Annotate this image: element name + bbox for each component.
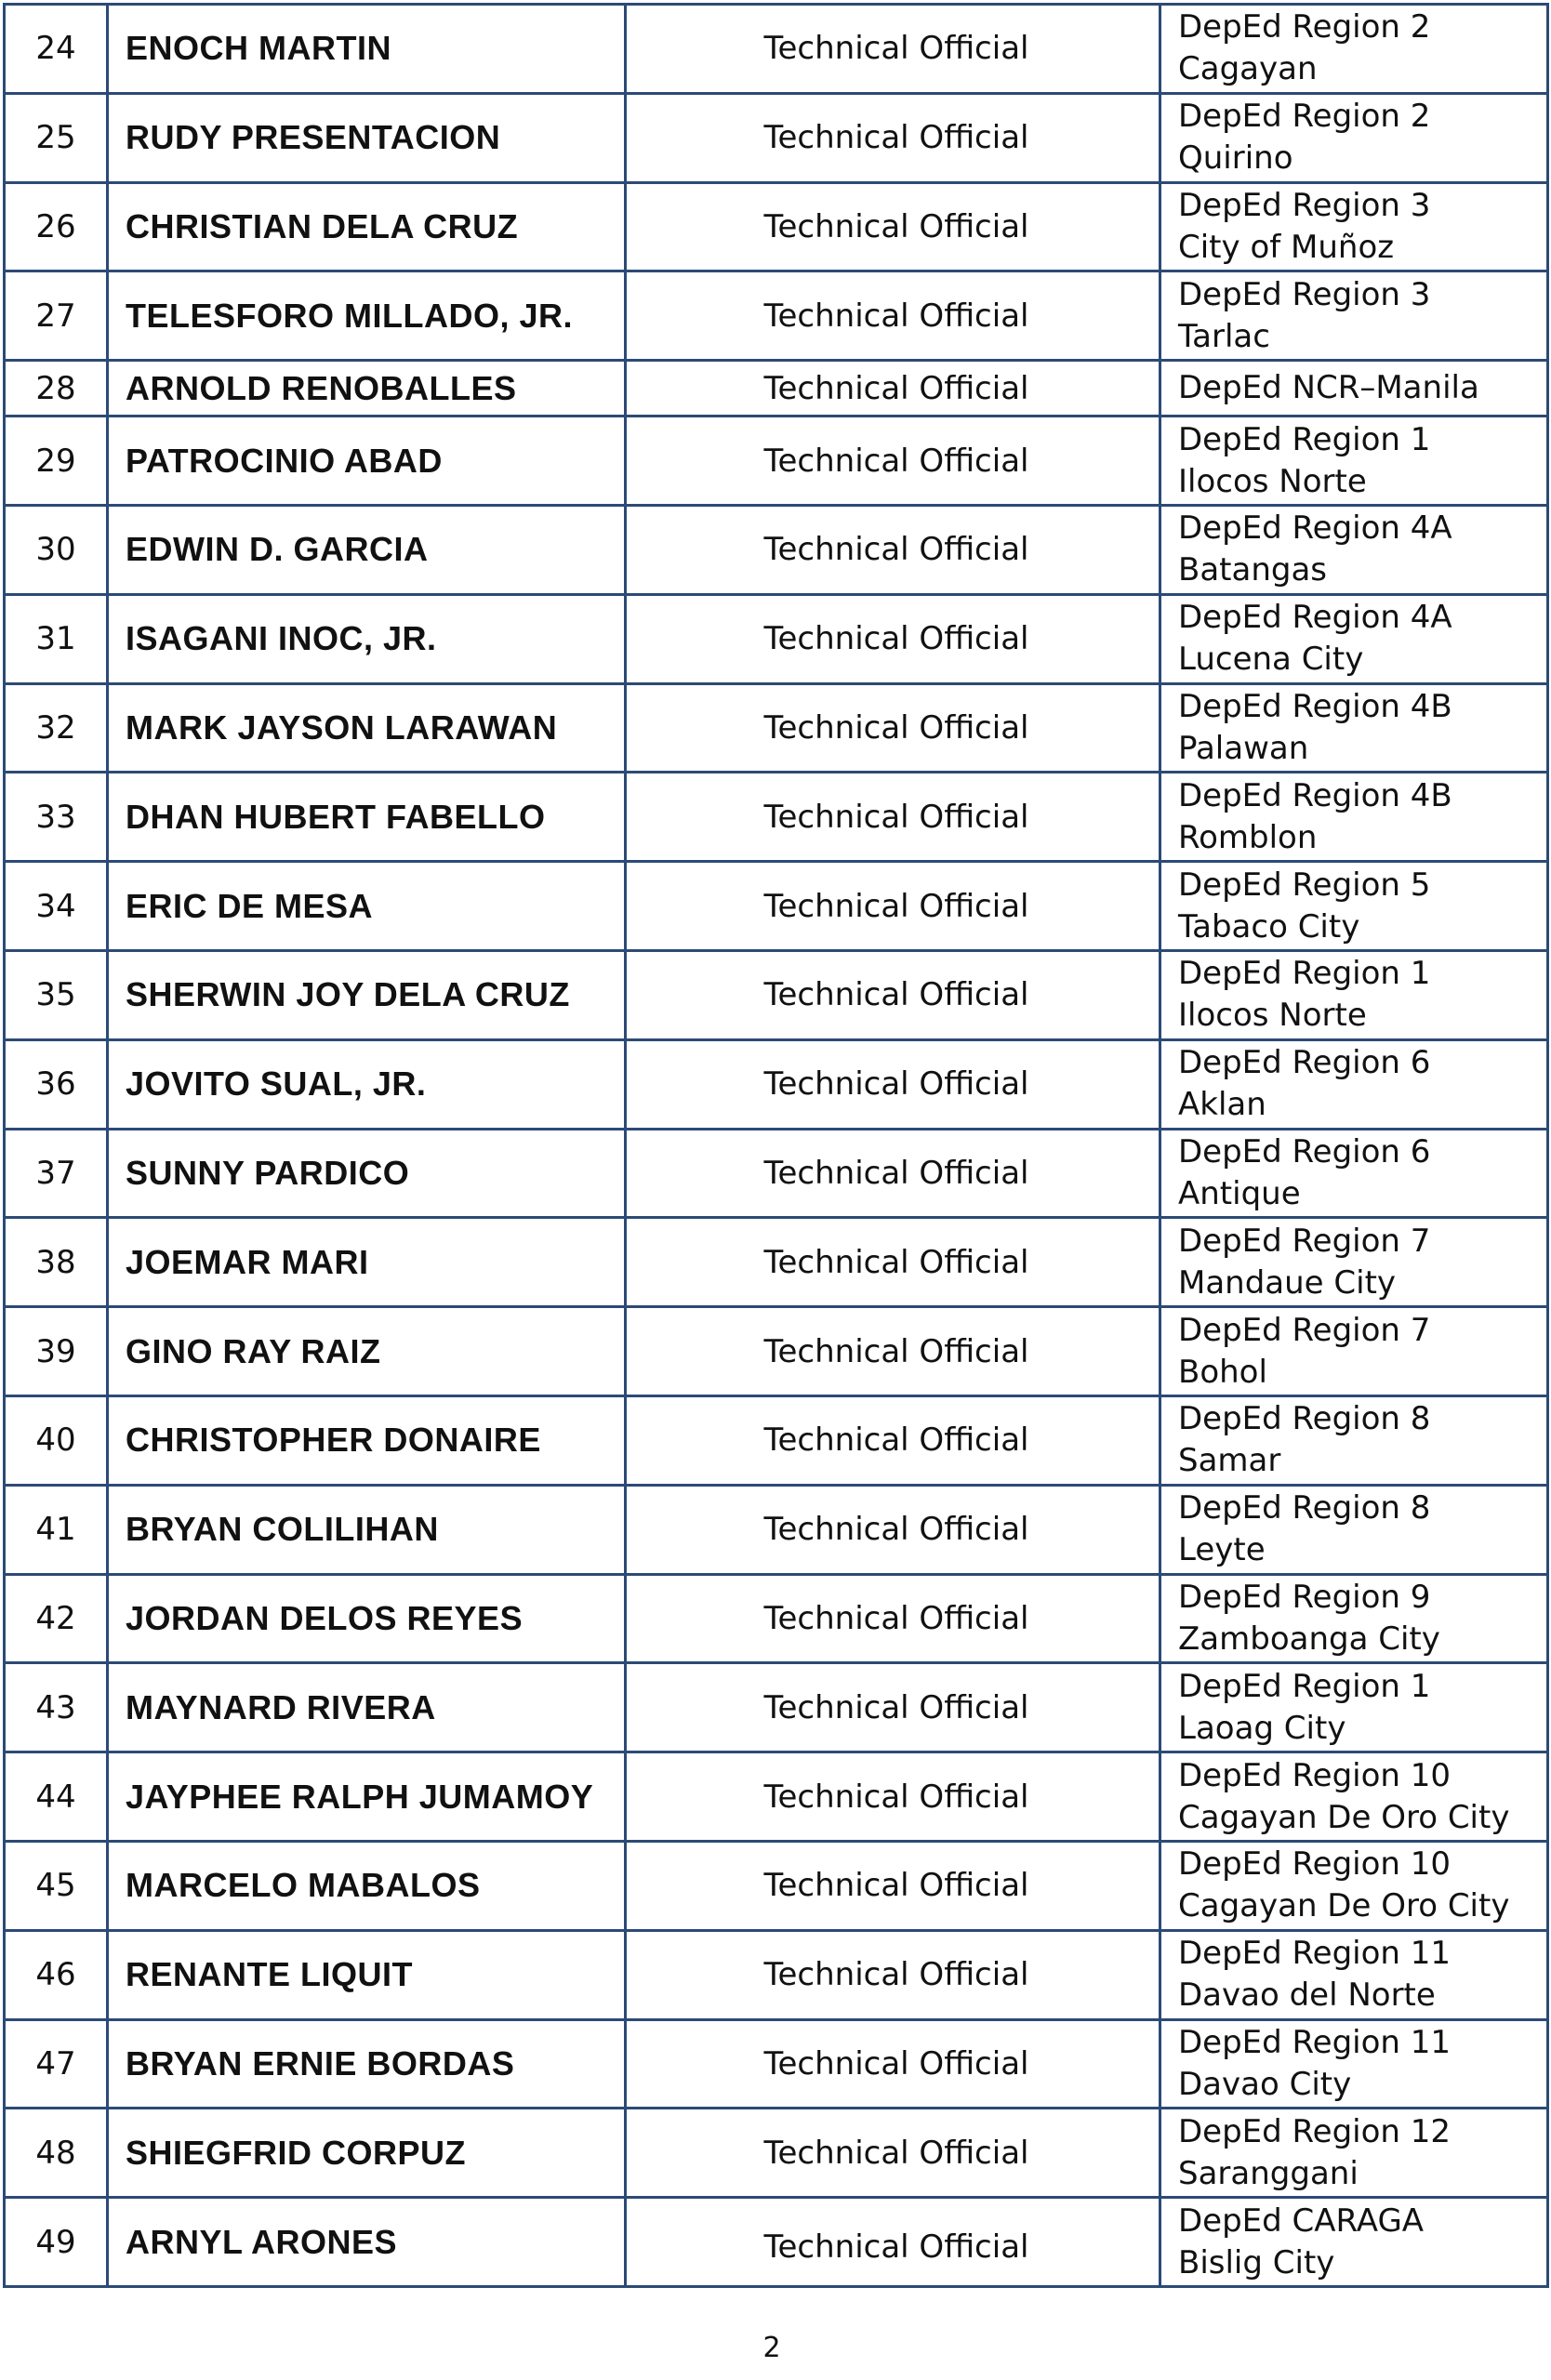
official-name: MARCELO MABALOS	[108, 1841, 626, 1930]
table-row	[5, 1841, 1548, 1930]
table-row	[5, 505, 1548, 594]
official-assignment	[1160, 1395, 1548, 1485]
assignment-office: DepEd NCR–Manila	[1178, 369, 1479, 407]
row-number: 36	[5, 1039, 108, 1129]
official-position-cell	[626, 1663, 1160, 1752]
table-row	[5, 1663, 1548, 1752]
official-position-cell	[626, 5, 1160, 94]
assignment-location: City of Muñoz	[1178, 228, 1395, 266]
official-position: Technical Official	[763, 297, 1029, 335]
official-position-cell	[626, 1485, 1160, 1574]
assignment-office: DepEd Region 3	[1178, 275, 1431, 313]
assignment-location: Lucena City	[1178, 641, 1364, 679]
assignment-office: DepEd Region 4B	[1178, 687, 1452, 725]
official-assignment	[1160, 93, 1548, 182]
official-name: ISAGANI INOC, JR.	[108, 594, 626, 683]
official-name: SHIEGFRID CORPUZ	[108, 2109, 626, 2198]
official-position: Technical Official	[763, 620, 1029, 658]
assignment-location: Ilocos Norte	[1178, 997, 1367, 1035]
assignment-office: DepEd Region 2	[1178, 8, 1431, 46]
official-assignment	[1160, 271, 1548, 361]
assignment-location: Cagayan De Oro City	[1178, 1798, 1510, 1836]
official-position: Technical Official	[763, 1065, 1029, 1104]
assignment-location: Antique	[1178, 1174, 1301, 1212]
official-position: Technical Official	[763, 798, 1029, 836]
official-position: Technical Official	[763, 1421, 1029, 1460]
row-number: 38	[5, 1218, 108, 1307]
page-number: 2	[762, 2332, 781, 2364]
official-name: SHERWIN JOY DELA CRUZ	[108, 950, 626, 1039]
official-position: Technical Official	[763, 1688, 1029, 1726]
assignment-office: DepEd CARAGA	[1178, 2202, 1425, 2240]
table-row	[5, 5, 1548, 94]
table-row	[5, 1395, 1548, 1485]
official-assignment	[1160, 1841, 1548, 1930]
assignment-office: DepEd Region 10	[1178, 1756, 1452, 1794]
official-name: DHAN HUBERT FABELLO	[108, 773, 626, 862]
official-name: JAYPHEE RALPH JUMAMOY	[108, 1752, 626, 1842]
row-number: 30	[5, 505, 108, 594]
official-position-cell	[626, 594, 1160, 683]
official-name: BRYAN ERNIE BORDAS	[108, 2019, 626, 2109]
table-row	[5, 1218, 1548, 1307]
official-name: JORDAN DELOS REYES	[108, 1574, 626, 1663]
assignment-location: Batangas	[1178, 551, 1328, 589]
assignment-office: DepEd Region 8	[1178, 1489, 1431, 1527]
assignment-office: DepEd Region 4A	[1178, 599, 1452, 637]
official-name: CHRISTIAN DELA CRUZ	[108, 182, 626, 271]
official-position-cell	[626, 950, 1160, 1039]
official-name: RENANTE LIQUIT	[108, 1930, 626, 2019]
assignment-location: Samar	[1178, 1442, 1281, 1480]
row-number: 31	[5, 594, 108, 683]
row-number: 44	[5, 1752, 108, 1842]
assignment-location: Cagayan De Oro City	[1178, 1887, 1510, 1925]
official-position: Technical Official	[763, 887, 1029, 925]
official-position-cell	[626, 1218, 1160, 1307]
table-row	[5, 1930, 1548, 2019]
official-assignment	[1160, 1218, 1548, 1307]
official-position-cell	[626, 1841, 1160, 1930]
assignment-office: DepEd Region 1	[1178, 955, 1431, 993]
assignment-office: DepEd Region 1	[1178, 1667, 1431, 1705]
official-position-cell	[626, 2019, 1160, 2109]
table-row	[5, 271, 1548, 361]
assignment-office: DepEd Region 9	[1178, 1578, 1431, 1616]
official-position-cell	[626, 182, 1160, 271]
official-name: SUNNY PARDICO	[108, 1129, 626, 1218]
official-position-cell	[626, 683, 1160, 773]
official-assignment	[1160, 5, 1548, 94]
assignment-office: DepEd Region 4A	[1178, 509, 1452, 548]
official-position-cell	[626, 1395, 1160, 1485]
official-position: Technical Official	[763, 30, 1029, 68]
assignment-location: Romblon	[1178, 818, 1318, 856]
assignment-office: DepEd Region 2	[1178, 98, 1431, 136]
assignment-office: DepEd Region 1	[1178, 420, 1431, 458]
official-position: Technical Official	[763, 1511, 1029, 1549]
assignment-location: Palawan	[1178, 729, 1309, 767]
official-position-cell	[626, 361, 1160, 416]
official-name: ERIC DE MESA	[108, 862, 626, 951]
row-number: 33	[5, 773, 108, 862]
official-name: CHRISTOPHER DONAIRE	[108, 1395, 626, 1485]
official-name: JOEMAR MARI	[108, 1218, 626, 1307]
official-position: Technical Official	[763, 369, 1029, 407]
official-position-cell	[626, 773, 1160, 862]
official-name: JOVITO SUAL, JR.	[108, 1039, 626, 1129]
row-number: 37	[5, 1129, 108, 1218]
assignment-location: Bislig City	[1178, 2243, 1335, 2281]
assignment-office: DepEd Region 5	[1178, 866, 1431, 904]
official-position: Technical Official	[763, 2044, 1029, 2082]
table-row	[5, 182, 1548, 271]
official-name: ARNYL ARONES	[108, 2198, 626, 2287]
table-row	[5, 773, 1548, 862]
row-number: 47	[5, 2019, 108, 2109]
table-row	[5, 416, 1548, 506]
officials-table-body	[5, 5, 1548, 2287]
official-assignment	[1160, 862, 1548, 951]
official-assignment	[1160, 1574, 1548, 1663]
official-position-cell	[626, 1752, 1160, 1842]
assignment-office: DepEd Region 3	[1178, 186, 1431, 224]
official-position-cell	[626, 2198, 1160, 2287]
row-number: 49	[5, 2198, 108, 2287]
assignment-location: Quirino	[1178, 139, 1293, 178]
table-row	[5, 594, 1548, 683]
official-assignment	[1160, 505, 1548, 594]
official-name: BRYAN COLILIHAN	[108, 1485, 626, 1574]
official-position: Technical Official	[763, 2134, 1029, 2172]
table-row	[5, 1129, 1548, 1218]
assignment-office: DepEd Region 10	[1178, 1845, 1452, 1884]
table-row	[5, 2109, 1548, 2198]
official-name: RUDY PRESENTACION	[108, 93, 626, 182]
official-assignment	[1160, 1307, 1548, 1396]
official-position-cell	[626, 93, 1160, 182]
official-position: Technical Official	[763, 207, 1029, 245]
table-row	[5, 950, 1548, 1039]
assignment-office: DepEd Region 6	[1178, 1132, 1431, 1170]
assignment-location: Leyte	[1178, 1531, 1266, 1569]
row-number: 24	[5, 5, 108, 94]
assignment-location: Zamboanga City	[1178, 1620, 1440, 1658]
official-position-cell	[626, 1039, 1160, 1129]
assignment-office: DepEd Region 6	[1178, 1044, 1431, 1082]
official-position: Technical Official	[763, 1332, 1029, 1370]
official-position-cell	[626, 2109, 1160, 2198]
official-position: Technical Official	[763, 1956, 1029, 1994]
official-position-cell	[626, 1930, 1160, 2019]
official-position: Technical Official	[763, 1599, 1029, 1637]
row-number: 43	[5, 1663, 108, 1752]
table-row	[5, 93, 1548, 182]
official-position: Technical Official	[763, 1778, 1029, 1816]
row-number: 45	[5, 1841, 108, 1930]
official-position-cell	[626, 1129, 1160, 1218]
official-position-cell	[626, 416, 1160, 506]
official-assignment	[1160, 683, 1548, 773]
official-position: Technical Official	[763, 1867, 1029, 1905]
official-position-cell	[626, 862, 1160, 951]
assignment-location: Davao del Norte	[1178, 1977, 1436, 2015]
official-name: PATROCINIO ABAD	[108, 416, 626, 506]
official-assignment	[1160, 1930, 1548, 2019]
row-number: 46	[5, 1930, 108, 2019]
official-name: MAYNARD RIVERA	[108, 1663, 626, 1752]
assignment-office: DepEd Region 11	[1178, 2023, 1452, 2061]
official-position-cell	[626, 505, 1160, 594]
official-assignment	[1160, 594, 1548, 683]
assignment-location: Tarlac	[1178, 317, 1270, 355]
assignment-location: Tabaco City	[1178, 907, 1360, 945]
assignment-office: DepEd Region 7	[1178, 1311, 1431, 1349]
row-number: 48	[5, 2109, 108, 2198]
official-name: ARNOLD RENOBALLES	[108, 361, 626, 416]
table-row	[5, 1039, 1548, 1129]
official-name: ENOCH MARTIN	[108, 5, 626, 94]
table-row	[5, 1307, 1548, 1396]
assignment-location: Davao City	[1178, 2065, 1352, 2103]
official-position: Technical Official	[763, 442, 1029, 480]
official-position: Technical Official	[763, 531, 1029, 569]
official-position: Technical Official	[763, 2228, 1029, 2266]
official-position: Technical Official	[763, 1243, 1029, 1281]
assignment-office: DepEd Region 12	[1178, 2112, 1452, 2150]
official-assignment	[1160, 1129, 1548, 1218]
row-number: 32	[5, 683, 108, 773]
row-number: 35	[5, 950, 108, 1039]
official-name: EDWIN D. GARCIA	[108, 505, 626, 594]
official-assignment	[1160, 1039, 1548, 1129]
table-row	[5, 361, 1548, 416]
official-assignment	[1160, 2019, 1548, 2109]
row-number: 39	[5, 1307, 108, 1396]
official-position: Technical Official	[763, 976, 1029, 1014]
official-assignment	[1160, 1663, 1548, 1752]
official-position-cell	[626, 1307, 1160, 1396]
row-number: 41	[5, 1485, 108, 1574]
assignment-location: Laoag City	[1178, 1709, 1346, 1747]
table-row	[5, 683, 1548, 773]
table-row	[5, 1574, 1548, 1663]
table-row	[5, 2198, 1548, 2287]
assignment-office: DepEd Region 11	[1178, 1935, 1452, 1973]
row-number: 26	[5, 182, 108, 271]
assignment-location: Cagayan	[1178, 50, 1318, 88]
row-number: 25	[5, 93, 108, 182]
table-row	[5, 2019, 1548, 2109]
assignment-location: Bohol	[1178, 1353, 1267, 1391]
row-number: 40	[5, 1395, 108, 1485]
official-position: Technical Official	[763, 119, 1029, 157]
official-assignment	[1160, 1752, 1548, 1842]
official-assignment	[1160, 2109, 1548, 2198]
assignment-location: Aklan	[1178, 1086, 1266, 1124]
row-number: 27	[5, 271, 108, 361]
official-position: Technical Official	[763, 1154, 1029, 1192]
assignment-location: Saranggani	[1178, 2154, 1359, 2192]
table-row	[5, 1752, 1548, 1842]
assignment-office: DepEd Region 7	[1178, 1222, 1431, 1260]
assignment-office: DepEd Region 8	[1178, 1400, 1431, 1438]
official-position-cell	[626, 271, 1160, 361]
official-assignment	[1160, 1485, 1548, 1574]
official-assignment	[1160, 950, 1548, 1039]
officials-table	[3, 3, 1549, 2288]
official-position: Technical Official	[763, 708, 1029, 747]
row-number: 42	[5, 1574, 108, 1663]
row-number: 34	[5, 862, 108, 951]
table-row	[5, 862, 1548, 951]
official-name: MARK JAYSON LARAWAN	[108, 683, 626, 773]
official-name: GINO RAY RAIZ	[108, 1307, 626, 1396]
official-position-cell	[626, 1574, 1160, 1663]
assignment-location: Mandaue City	[1178, 1263, 1397, 1302]
official-assignment	[1160, 182, 1548, 271]
table-row	[5, 1485, 1548, 1574]
official-name: TELESFORO MILLADO, JR.	[108, 271, 626, 361]
assignment-office: DepEd Region 4B	[1178, 776, 1452, 814]
row-number: 28	[5, 361, 108, 416]
official-assignment	[1160, 361, 1548, 416]
official-assignment	[1160, 416, 1548, 506]
assignment-location: Ilocos Norte	[1178, 462, 1367, 500]
official-assignment	[1160, 773, 1548, 862]
row-number: 29	[5, 416, 108, 506]
official-assignment	[1160, 2198, 1548, 2287]
